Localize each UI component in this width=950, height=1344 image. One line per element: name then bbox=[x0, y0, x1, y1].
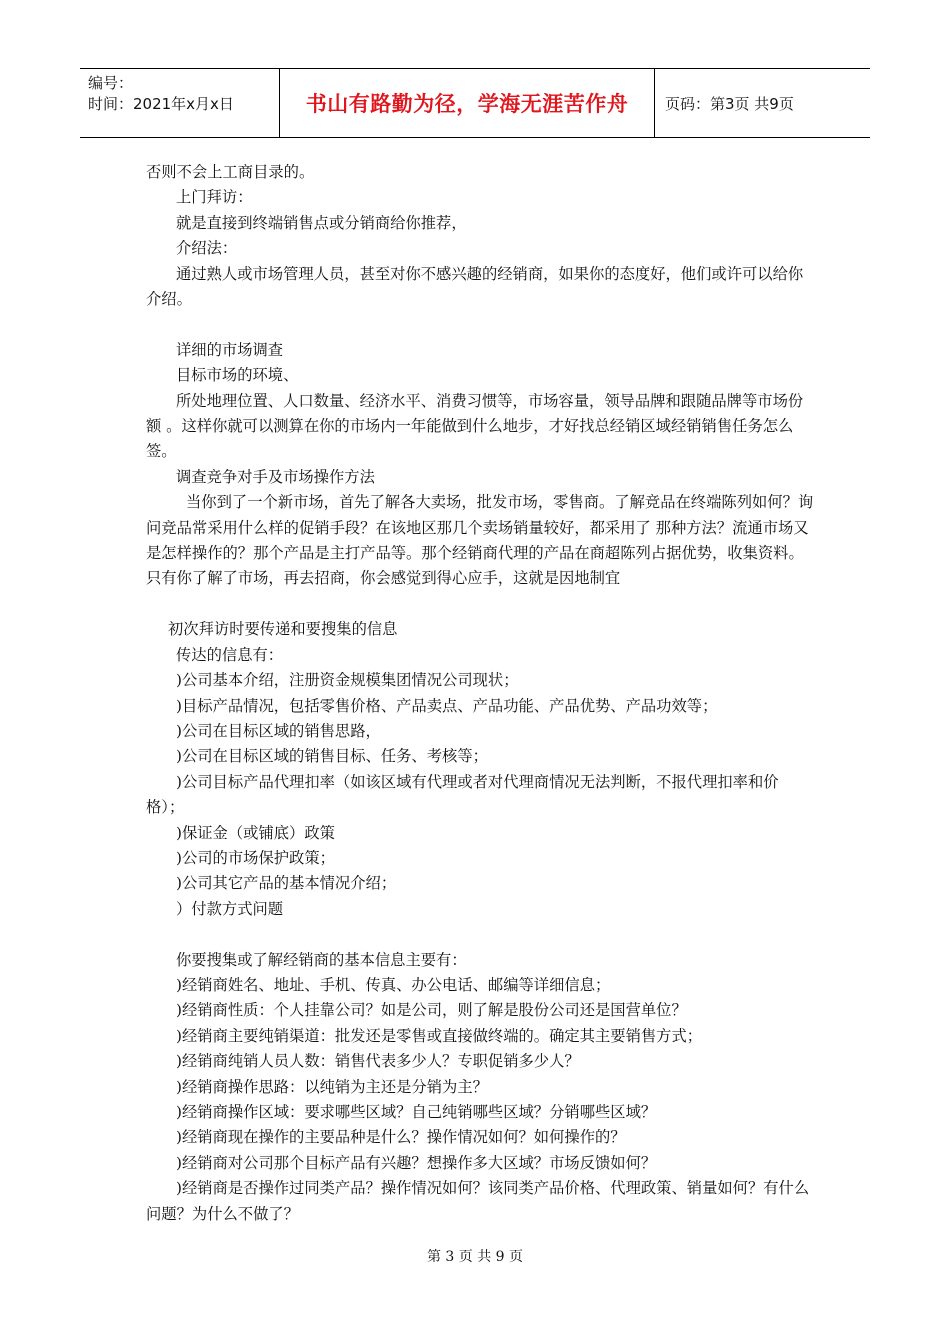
spacer bbox=[146, 312, 814, 337]
paragraph: 传达的信息有： bbox=[176, 645, 284, 664]
paragraph: 通过熟人或市场管理人员，甚至对你不感兴趣的经销商，如果你的态度好，他们或许可以给你介绍。 bbox=[146, 264, 804, 309]
list-item: )经销商纯销人员人数：销售代表多少人？专职促销多少人？ bbox=[176, 1052, 580, 1071]
paragraph: 所处地理位置、人口数量、经济水平、消费习惯等，市场容量，领导品牌和跟随品牌等市场份额 。这样你就可以测算在你的市场内一年能做到什么地步，才好找总经销区域经销销售任务怎么签。 bbox=[146, 391, 804, 461]
section-heading: 初次拜访时要传递和要搜集的信息 bbox=[168, 620, 398, 639]
list-item: )公司其它产品的基本情况介绍； bbox=[176, 874, 397, 893]
list-item: )公司目标产品代理扣率（如该区域有代理或者对代理商情况无法判断，不报代理扣率和价格）； bbox=[146, 772, 779, 817]
list-item: )公司基本介绍，注册资金规模集团情况公司现状； bbox=[176, 671, 519, 690]
list-item: )公司在目标区域的销售思路， bbox=[176, 721, 381, 740]
page-footer: 第 3 页 共 9 页 bbox=[426, 1249, 524, 1265]
number-label: 编号： bbox=[88, 74, 134, 92]
list-item: )经销商对公司那个目标产品有兴趣？想操作多大区域？市场反馈如何？ bbox=[176, 1153, 657, 1172]
paragraph: 否则不会上工商目录的。 bbox=[146, 163, 315, 181]
paragraph: 上门拜访： bbox=[176, 188, 253, 207]
list-item: )保证金（或铺底）政策 bbox=[176, 823, 335, 842]
list-item: )经销商性质：个人挂靠公司？如是公司，则了解是股份公司还是国营单位？ bbox=[176, 1001, 687, 1020]
list-item: ）付款方式问题 bbox=[176, 899, 284, 918]
list-item: )经销商操作思路：以纯销为主还是分销为主？ bbox=[176, 1077, 488, 1096]
paragraph: 目标市场的环境、 bbox=[176, 366, 299, 385]
list-item: )经销商主要纯销渠道：批发还是零售或直接做终端的。确定其主要销售方式； bbox=[176, 1026, 703, 1045]
list-item: )经销商姓名、地址、手机、传真、办公电话、邮编等详细信息； bbox=[176, 975, 611, 994]
paragraph: 就是直接到终端销售点或分销商给你推荐， bbox=[176, 213, 467, 232]
page-header bbox=[80, 68, 870, 138]
spacer bbox=[146, 922, 814, 947]
section-heading: 调查竞争对手及市场操作方法 bbox=[176, 467, 375, 486]
paragraph: 你要搜集或了解经销商的基本信息主要有： bbox=[176, 950, 467, 969]
list-item: )经销商操作区域：要求哪些区域？自己纯销哪些区域？分销哪些区域？ bbox=[176, 1102, 657, 1121]
header-motto: 书山有路勤为径，学海无涯苦作舟 bbox=[280, 69, 655, 137]
spacer bbox=[146, 592, 814, 617]
list-item: )经销商现在操作的主要品种是什么？操作情况如何？如何操作的？ bbox=[176, 1128, 626, 1147]
list-item: )经销商是否操作过同类产品？操作情况如何？该同类产品价格、代理政策、销量如何？有什么问题？为什么不做了？ bbox=[146, 1179, 810, 1223]
section-heading: 详细的市场调查 bbox=[176, 340, 284, 359]
list-item: )目标产品情况，包括零售价格、产品卖点、产品功能、产品优势、产品功效等； bbox=[176, 696, 718, 715]
header-page-info: 页码：第3页 共9页 bbox=[665, 94, 794, 113]
header-meta bbox=[80, 69, 280, 137]
document-body bbox=[146, 160, 814, 1227]
date-label: 时间：2021年x月x日 bbox=[88, 95, 234, 113]
paragraph: 介绍法： bbox=[176, 239, 238, 258]
list-item: )公司的市场保护政策； bbox=[176, 848, 335, 867]
paragraph: 当你到了一个新市场，首先了解各大卖场，批发市场，零售商。了解竞品在终端陈列如何？询问竞品常采用什么样的促销手段？在该地区那几个卖场销量较好，都采用了 那种方法？流通市场又是怎样操作的？那个产品是主打产品等。那个经销商代理的产品在商超陈列占据优势，收集资料。只有你了解了市场，再去招商，你会感觉到得心应手，这就是因地制宜 bbox=[146, 493, 814, 588]
list-item: )公司在目标区域的销售目标、任务、考核等； bbox=[176, 747, 488, 766]
